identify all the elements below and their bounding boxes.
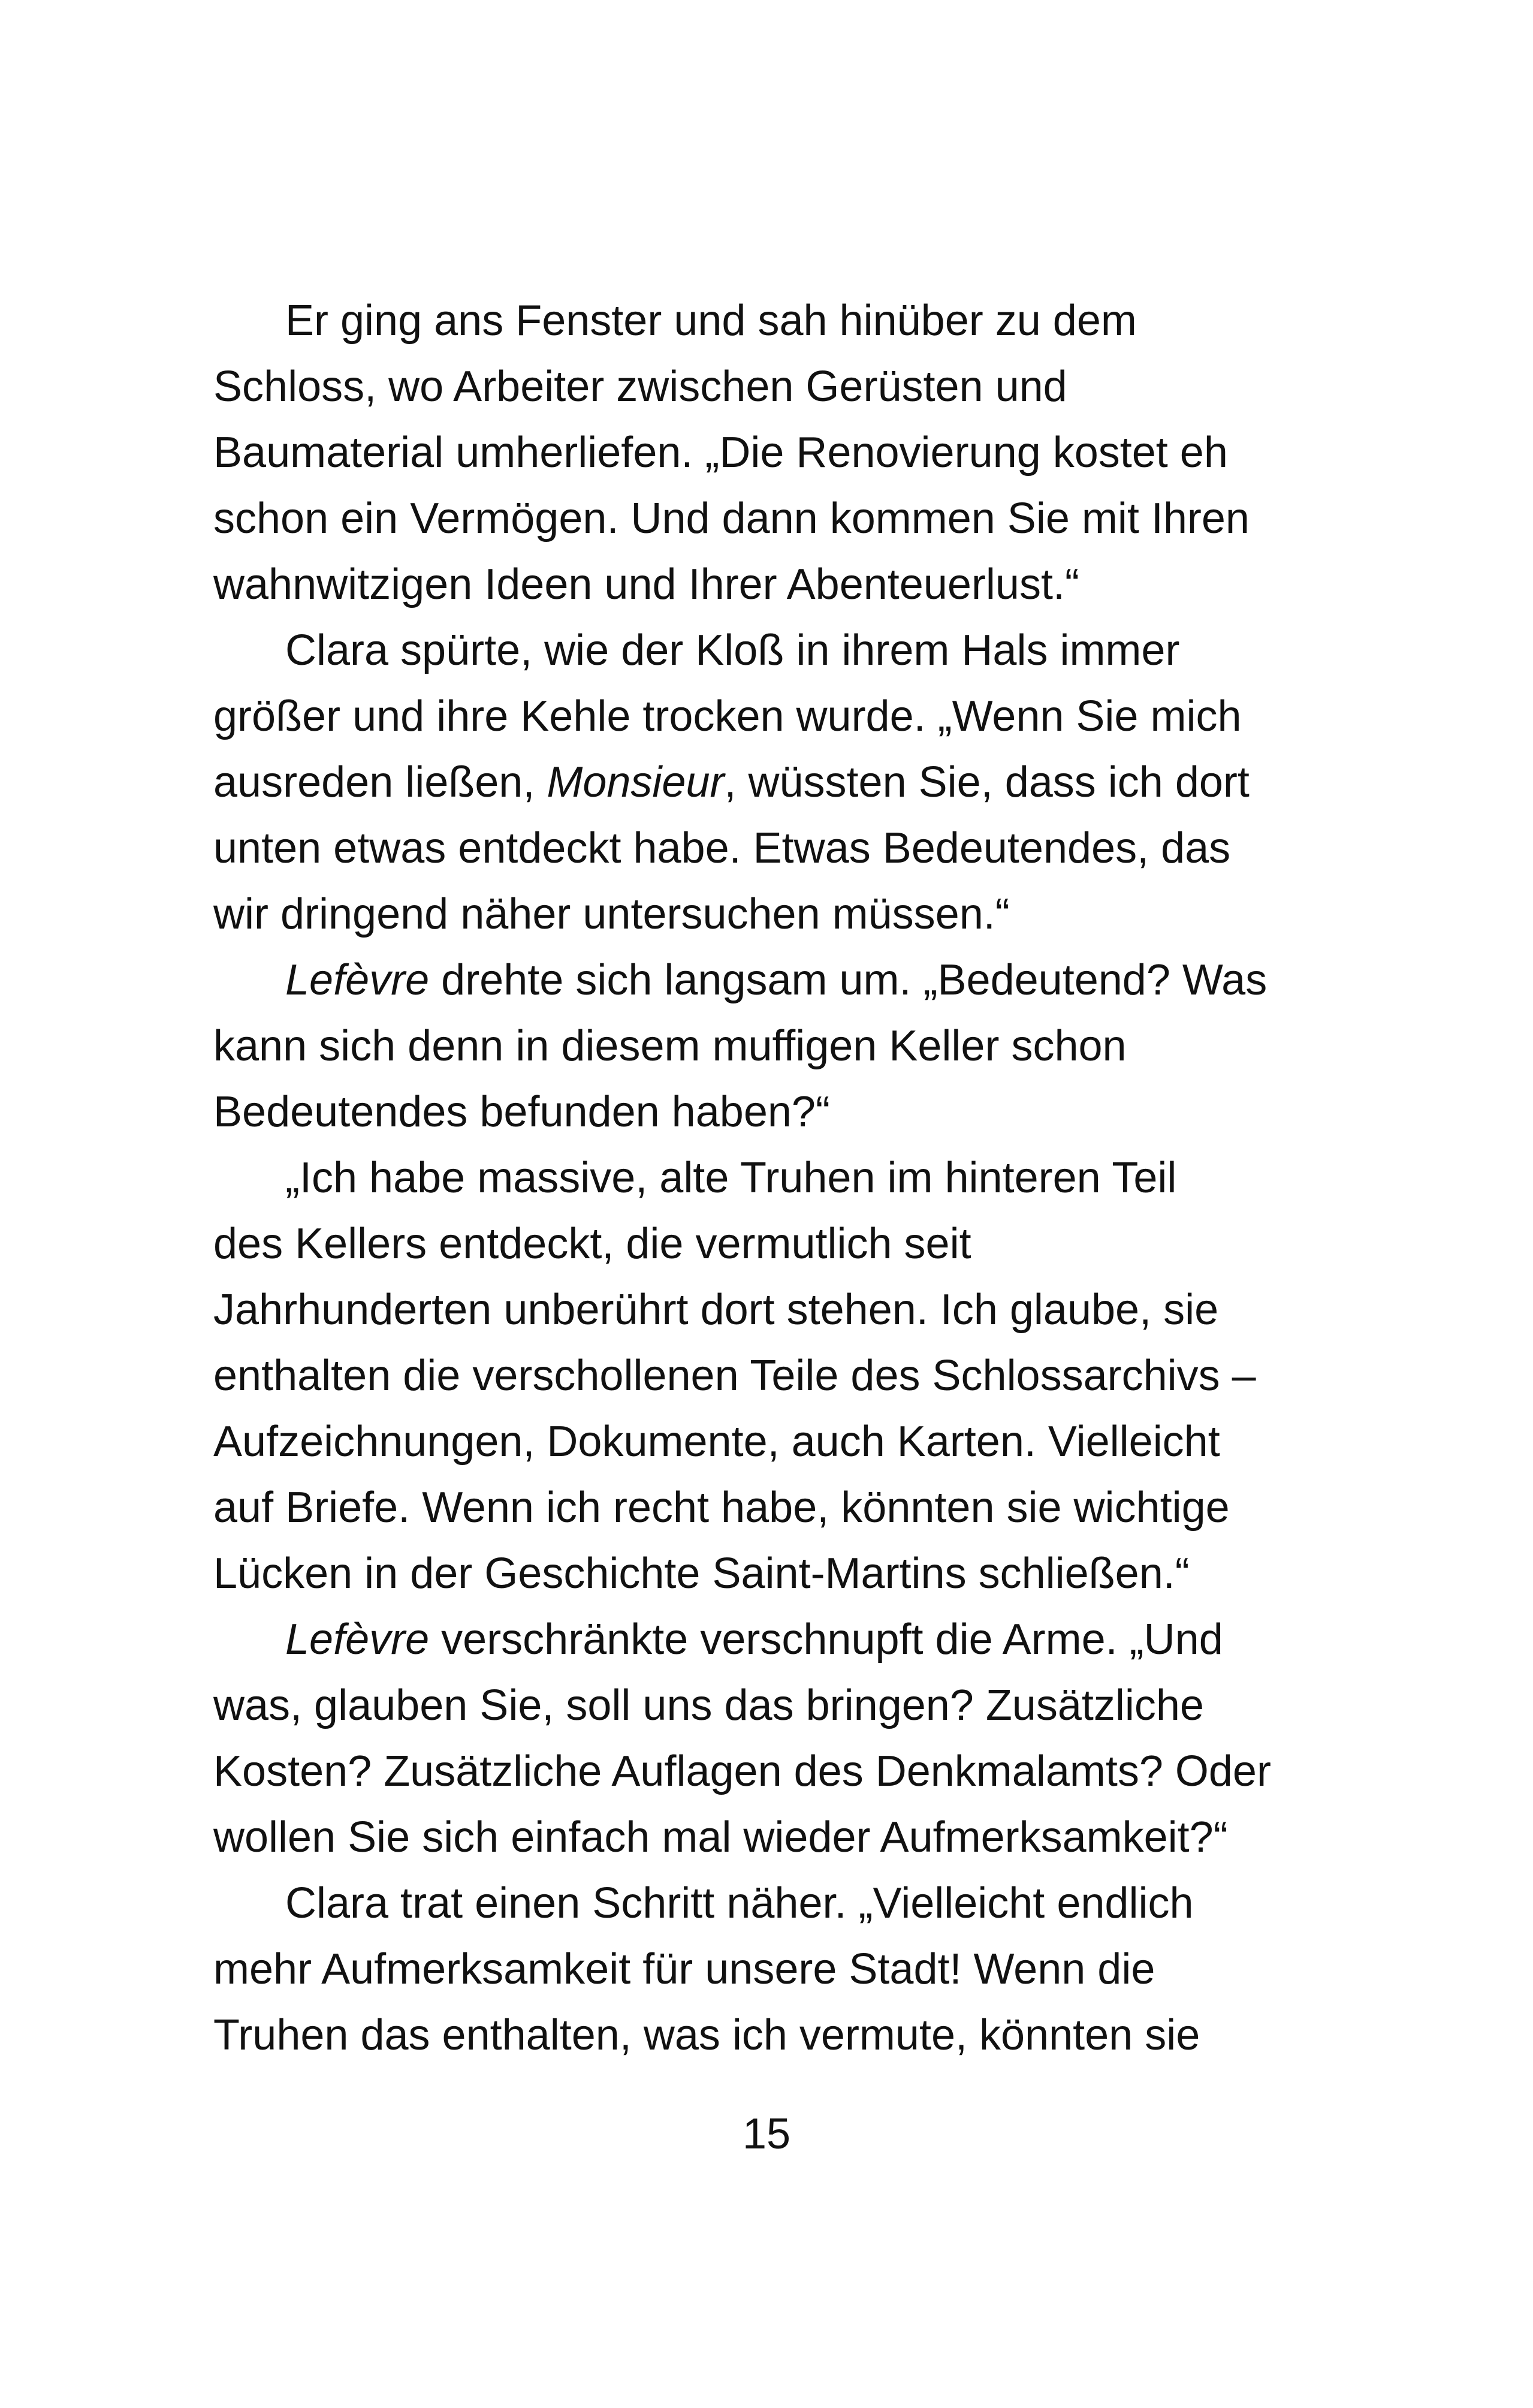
text-segment: Baumaterial umherliefen. „Die Renovierung kostet eh bbox=[213, 429, 1228, 477]
text-segment: wahnwitzigen Ideen und Ihrer Abenteuerlust.“ bbox=[213, 560, 1079, 608]
text-line bbox=[213, 947, 1322, 1013]
text-line bbox=[213, 683, 1322, 749]
page-number: 15 bbox=[742, 2110, 791, 2158]
text-segment: Clara spürte, wie der Kloß in ihrem Hals immer bbox=[285, 626, 1180, 674]
text-line bbox=[213, 749, 1322, 815]
text-segment: unten etwas entdeckt habe. Etwas Bedeutendes, das bbox=[213, 824, 1231, 872]
text-line bbox=[213, 551, 1322, 617]
text-segment: , wüssten Sie, dass ich dort bbox=[724, 758, 1250, 806]
text-segment: auf Briefe. Wenn ich recht habe, könnten sie wichtige bbox=[213, 1484, 1230, 1532]
text-line bbox=[213, 1541, 1322, 1607]
text-segment: drehte sich langsam um. „Bedeutend? Was bbox=[429, 956, 1268, 1004]
text-line bbox=[213, 486, 1322, 551]
text-line bbox=[213, 1013, 1322, 1079]
text-line bbox=[213, 1211, 1322, 1277]
italic-text-segment: Lefèvre bbox=[285, 1616, 430, 1663]
text-segment: Schloss, wo Arbeiter zwischen Gerüsten und bbox=[213, 363, 1067, 411]
text-segment: Aufzeichnungen, Dokumente, auch Karten. Vielleicht bbox=[213, 1418, 1220, 1466]
text-line bbox=[213, 1409, 1322, 1475]
text-segment: größer und ihre Kehle trocken wurde. „Wenn Sie mich bbox=[213, 692, 1242, 740]
body-text bbox=[213, 288, 1322, 2068]
text-segment: wir dringend näher untersuchen müssen.“ bbox=[213, 890, 1010, 938]
text-segment: Clara trat einen Schritt näher. „Vielleicht endlich bbox=[285, 1879, 1194, 1927]
text-segment: „Ich habe massive, alte Truhen im hinteren Teil bbox=[285, 1154, 1177, 1202]
text-line bbox=[213, 354, 1322, 420]
text-line bbox=[213, 1936, 1322, 2002]
text-segment: mehr Aufmerksamkeit für unsere Stadt! Wenn die bbox=[213, 1945, 1155, 1993]
text-segment: Truhen das enthalten, was ich vermute, könnten sie bbox=[213, 2011, 1200, 2059]
text-line bbox=[213, 1343, 1322, 1409]
text-line bbox=[213, 2002, 1322, 2068]
italic-text-segment: Monsieur bbox=[547, 758, 725, 806]
text-line bbox=[213, 420, 1322, 486]
text-line bbox=[213, 1738, 1322, 1804]
text-segment: was, glauben Sie, soll uns das bringen? Zusätzliche bbox=[213, 1681, 1204, 1729]
text-segment: Bedeutendes befunden haben?“ bbox=[213, 1088, 830, 1136]
text-line bbox=[213, 1804, 1322, 1870]
text-line bbox=[213, 1672, 1322, 1738]
text-line bbox=[213, 288, 1322, 354]
text-line bbox=[213, 881, 1322, 947]
text-line bbox=[213, 1475, 1322, 1541]
text-segment: ausreden ließen, bbox=[213, 758, 547, 806]
text-line bbox=[213, 1079, 1322, 1145]
text-line bbox=[213, 1870, 1322, 1936]
text-segment: enthalten die verschollenen Teile des Schlossarchivs – bbox=[213, 1352, 1256, 1400]
text-segment: kann sich denn in diesem muffigen Keller schon bbox=[213, 1022, 1127, 1070]
text-line bbox=[213, 1607, 1322, 1672]
text-segment: Lücken in der Geschichte Saint-Martins schließen.“ bbox=[213, 1550, 1190, 1598]
text-segment: des Kellers entdeckt, die vermutlich seit bbox=[213, 1220, 971, 1268]
text-line bbox=[213, 617, 1322, 683]
text-segment: Jahrhunderten unberührt dort stehen. Ich glaube, sie bbox=[213, 1286, 1219, 1334]
text-line bbox=[213, 1277, 1322, 1343]
text-segment: schon ein Vermögen. Und dann kommen Sie mit Ihren bbox=[213, 495, 1250, 543]
text-line bbox=[213, 1145, 1322, 1211]
text-segment: Kosten? Zusätzliche Auflagen des Denkmalamts? Oder bbox=[213, 1747, 1271, 1795]
text-segment: Er ging ans Fenster und sah hinüber zu dem bbox=[285, 297, 1137, 345]
text-segment: wollen Sie sich einfach mal wieder Aufmerksamkeit?“ bbox=[213, 1813, 1228, 1861]
text-segment: verschränkte verschnupft die Arme. „Und bbox=[429, 1616, 1223, 1663]
text-line bbox=[213, 815, 1322, 881]
italic-text-segment: Lefèvre bbox=[285, 956, 430, 1004]
